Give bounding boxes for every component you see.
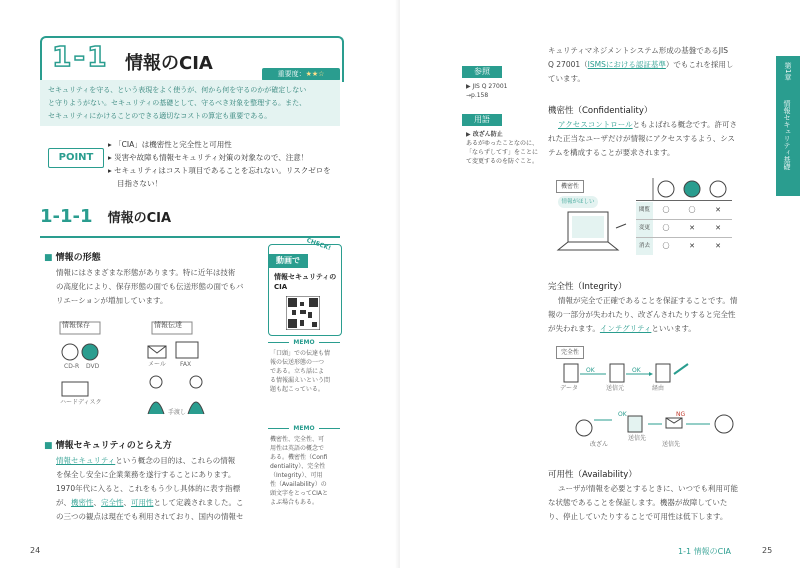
- term-content: ▶ 改ざん防止 あるがゆったことなのに、 「ならずしてす」をことに て変更するのを防ぐこと。: [466, 131, 539, 165]
- document-icon: [564, 364, 578, 382]
- fig-item: メール: [148, 361, 166, 368]
- fig-int-item: 改ざん: [590, 441, 609, 448]
- ref-label: 参照: [462, 66, 502, 78]
- qr-code-icon[interactable]: [286, 296, 320, 330]
- table-row: 変更 〇 ✕ ✕: [636, 220, 732, 238]
- heading-security-view: ■ 情報セキュリティのとらえ方: [44, 441, 172, 451]
- fig-item: ハードディスク: [60, 399, 102, 406]
- right-page: [400, 0, 800, 568]
- fig-item: DVD: [86, 363, 100, 370]
- intro-line: セキュリティを守る、という表現をよく使うが、何から何を守るのかが確定しない: [48, 86, 307, 94]
- body-confidentiality: アクセスコントロールともよばれる概念です。許可さ れた正当なユーザだけが情報にアクセスするよう、シス テムを構成することが要求されます。: [548, 120, 738, 157]
- fig-item: CD-R: [64, 363, 80, 370]
- fig-int-item: 経由: [652, 385, 665, 392]
- user-icon: [658, 181, 674, 197]
- person-icon: [190, 376, 202, 388]
- fig-int-item: 送信先: [628, 435, 647, 442]
- point-item: ▸ セキュリティはコスト項目であることを忘れない。リスクゼロを: [108, 166, 331, 175]
- subsection-title: 情報のCIA: [107, 211, 172, 226]
- fig-int-item: OK: [632, 367, 641, 374]
- point-label: POINT: [48, 148, 104, 168]
- section-number: 1-1: [52, 40, 109, 73]
- fig-conf-label: 機密性: [556, 180, 584, 193]
- fax-icon: [176, 342, 198, 358]
- page-number-right: 25: [762, 546, 773, 555]
- body-availability: ユーザが情報を必要とするときに、いつでも利用可能 な状態であることを保証します。機器が故障していた り、停止していたりすることで可用性は低下します。: [548, 484, 738, 521]
- cd-icon: [62, 344, 78, 360]
- user-icon: [684, 181, 700, 197]
- section-title: 情報のCIA: [125, 53, 213, 74]
- dvd-icon: [82, 344, 98, 360]
- laptop-figure: [550, 206, 630, 266]
- intro-line: と守りようがない。セキュリティの基礎として、守るべき対象を整理する。また、: [48, 99, 307, 107]
- fig-item: FAX: [180, 361, 192, 368]
- person-icon: [715, 415, 733, 433]
- heading-confidentiality: 機密性（Confidentiality）: [548, 106, 653, 116]
- document-icon: [610, 364, 624, 382]
- intro-line: セキュリティにかけることのできる適切なコストの算定も重要である。: [48, 112, 272, 120]
- access-table: [636, 178, 732, 254]
- mail-icon: [148, 346, 166, 358]
- heading-availability: 可用性（Availability）: [548, 470, 637, 480]
- user-icon: [710, 181, 726, 197]
- point-item: 目指さない！: [117, 179, 162, 188]
- subsection-number: 1-1-1: [40, 206, 93, 227]
- fig-int-item: 送信元: [606, 385, 625, 392]
- fig-int-item: データ: [560, 385, 579, 392]
- body-security-view: 情報セキュリティという概念の目的は、これらの情報 を保全し安全に企業業務を遂行することにあります。 1970年代に入ると、これをもう少し具体的に表す指標 が、機密性、完全性、可用性として定義されました。こ の三つの観点は現在でも利用されており、国内の情報セ: [56, 456, 244, 521]
- memo-label: MEMO: [289, 424, 319, 433]
- footer-section: 1-1 情報のCIA: [678, 547, 732, 556]
- fig-bubble: 情報がほしい: [558, 196, 598, 208]
- heading-info-forms: ■ 情報の形態: [44, 253, 101, 263]
- point-item: ▸ 「CIA」は機密性と完全性と可用性: [108, 140, 232, 149]
- memo-label: MEMO: [289, 338, 319, 347]
- integrity-figure: [556, 360, 746, 450]
- subsection-header: [40, 206, 340, 238]
- body-top: キュリティマネジメントシステム形成の基盤であるJIS Q 27001（ISMSにおける認証基準）でもこれを採用し ています。: [548, 46, 734, 83]
- mail-icon: [666, 418, 682, 428]
- fig-int-item: OK: [618, 411, 627, 418]
- table-header: [636, 178, 732, 201]
- body-integrity: 情報が完全で正確であることを保証することです。情 報の一部分が失われたり、改ざんされたりすると完全性 が失われます。インテグリティといいます。: [548, 296, 738, 333]
- hard-disk-icon: [62, 382, 88, 396]
- body-info-forms: 情報にはさまざまな形態があります。特に近年は技術 の高度化により、保存形態の面でも伝送形態の面でもバ リエーションが増加しています。: [56, 268, 244, 305]
- table-row: 閲覧 〇 〇 ✕: [636, 202, 732, 220]
- chapter-tab-number: 第1章: [784, 62, 792, 81]
- memo-box: MEMO 「口頭」での伝達も情 報の伝送形態の一つ である。立ち話によ る情報漏えいという問 題も起こっている。: [268, 342, 340, 405]
- ref-content: ▶ JIS Q 27001 →p.158: [466, 83, 508, 99]
- fig-label-storage: 情報保存: [62, 321, 90, 329]
- fig-int-item: NG: [676, 411, 686, 418]
- fig-int-item: OK: [586, 367, 595, 374]
- importance-label: 重要度：: [277, 70, 306, 78]
- fig-int-label: 完全性: [556, 346, 584, 359]
- check-label: CHECK!: [305, 236, 332, 253]
- video-title: 情報セキュリティの CIA: [274, 273, 337, 291]
- point-list: [108, 138, 338, 190]
- document-icon: [656, 364, 670, 382]
- fig-int-item: 送信先: [662, 441, 681, 448]
- table-row: 消去 〇 ✕ ✕: [636, 238, 732, 255]
- fig-label-transfer: 情報伝達: [154, 321, 182, 329]
- heading-integrity: 完全性（Integrity）: [548, 282, 627, 292]
- memo-box: MEMO 機密性、完全性、可 用性は英語の概念で ある。機密性（Confi dentiality）、完全性 （Integrity）、可用 性（Availability）の 頭文字をとってCIAと よぶ場合もある。: [268, 428, 340, 517]
- laptop-base-icon: [558, 242, 618, 250]
- table-body: [636, 202, 732, 255]
- page-number-left: 24: [30, 546, 41, 555]
- person-icon: [150, 376, 162, 388]
- document-icon: [628, 416, 642, 432]
- intro-box: [40, 80, 340, 126]
- video-label: 動画で: [268, 254, 308, 268]
- term-label: 用語: [462, 114, 502, 126]
- fig-item: 手渡し: [168, 409, 187, 416]
- chapter-tab-text: 情報セキュリティ基礎: [783, 100, 791, 170]
- importance-stars: ★★☆: [305, 70, 325, 78]
- person-icon: [576, 420, 592, 436]
- point-item: ▸ 災害や故障も情報セキュリティ対策の対象なので、注意！: [108, 153, 309, 162]
